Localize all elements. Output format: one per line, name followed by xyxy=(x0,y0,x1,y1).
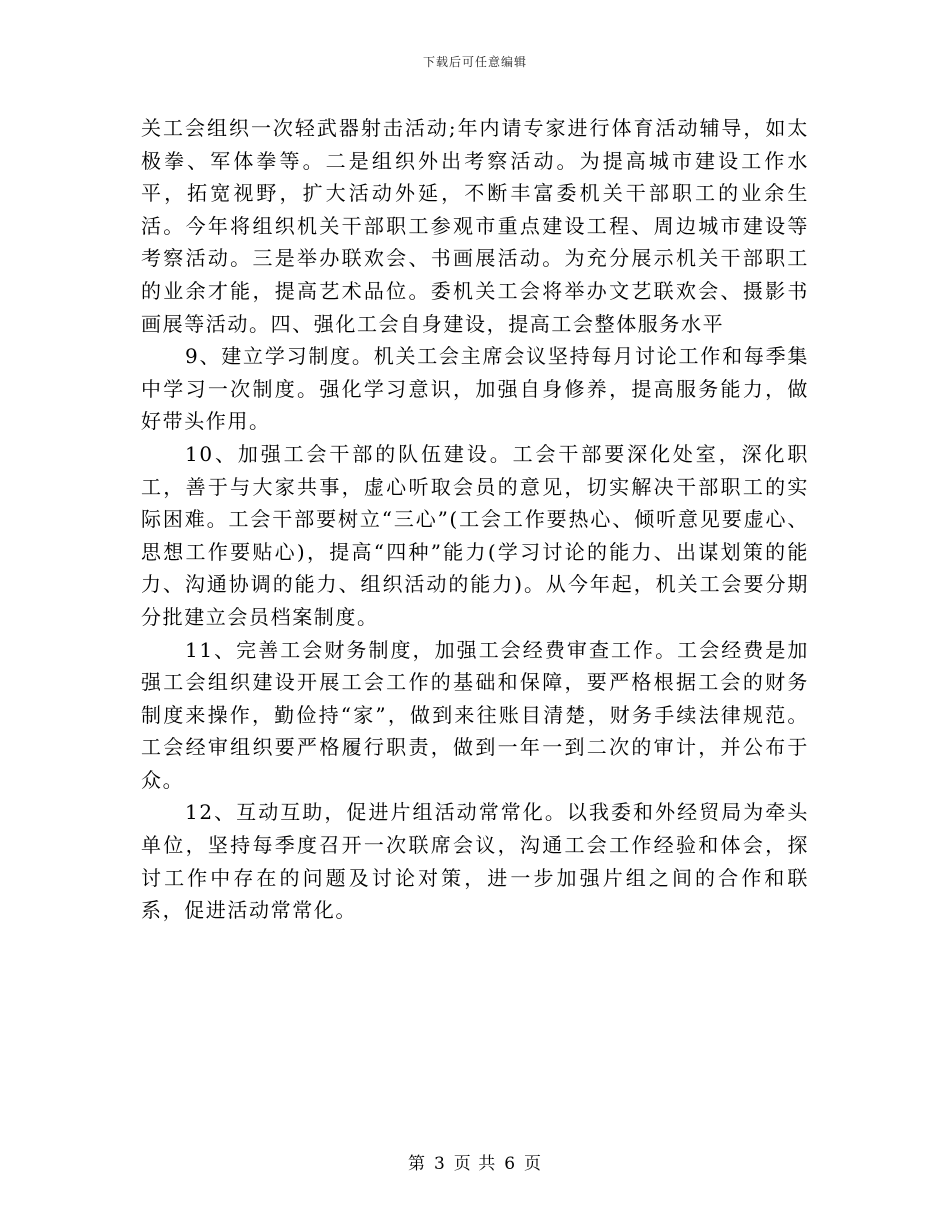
paragraph-item-9: 9、建立学习制度。机关工会主席会议坚持每月讨论工作和每季集中学习一次制度。强化学习意识，加强自身修养，提高服务能力，做好带头作用。 xyxy=(141,344,809,434)
page-header: 下载后可任意编辑 xyxy=(422,55,527,69)
footer-total-pages: 6 xyxy=(504,1154,517,1174)
document-body xyxy=(141,112,809,927)
footer-suffix: 页 xyxy=(524,1154,543,1174)
footer-prefix: 第 xyxy=(407,1154,426,1174)
paragraph-item-10: 10、加强工会干部的队伍建设。工会干部要深化处室，深化职工，善于与大家共事，虚心听取会员的意见，切实解决干部职工的实际困难。工会干部要树立“三心”(工会工作要热心、倾听意见要虚心、思想工作要贴心)，提高“四种”能力(学习讨论的能力、出谋划策的能力、沟通协调的能力、组织活动的能力)。从今年起，机关工会要分期分批建立会员档案制度。 xyxy=(141,441,809,629)
paragraph-item-11: 11、完善工会财务制度，加强工会经费审查工作。工会经费是加强工会组织建设开展工会工作的基础和保障，要严格根据工会的财务制度来操作，勤俭持“家”，做到来往账目清楚，财务手续法律规范。工会经审组织要严格履行职责，做到一年一到二次的审计，并公布于众。 xyxy=(141,637,809,792)
page-footer xyxy=(0,1153,950,1175)
paragraph-continuation: 关工会组织一次轻武器射击活动;年内请专家进行体育活动辅导，如太极拳、军体拳等。二是组织外出考察活动。为提高城市建设工作水平，拓宽视野，扩大活动外延，不断丰富委机关干部职工的业余生活。今年将组织机关干部职工参观市重点建设工程、周边城市建设等考察活动。三是举办联欢会、书画展活动。为充分展示机关干部职工的业余才能，提高艺术品位。委机关工会将举办文艺联欢会、摄影书画展等活动。四、强化工会自身建设，提高工会整体服务水平 xyxy=(141,116,809,336)
footer-current-page: 3 xyxy=(433,1154,446,1174)
footer-middle: 页 共 xyxy=(453,1154,497,1174)
paragraph-item-12: 12、互动互助，促进片组活动常常化。以我委和外经贸局为牵头单位，坚持每季度召开一次联席会议，沟通工会工作经验和体会，探讨工作中存在的问题及讨论对策，进一步加强片组之间的合作和联系，促进活动常常化。 xyxy=(141,800,809,923)
